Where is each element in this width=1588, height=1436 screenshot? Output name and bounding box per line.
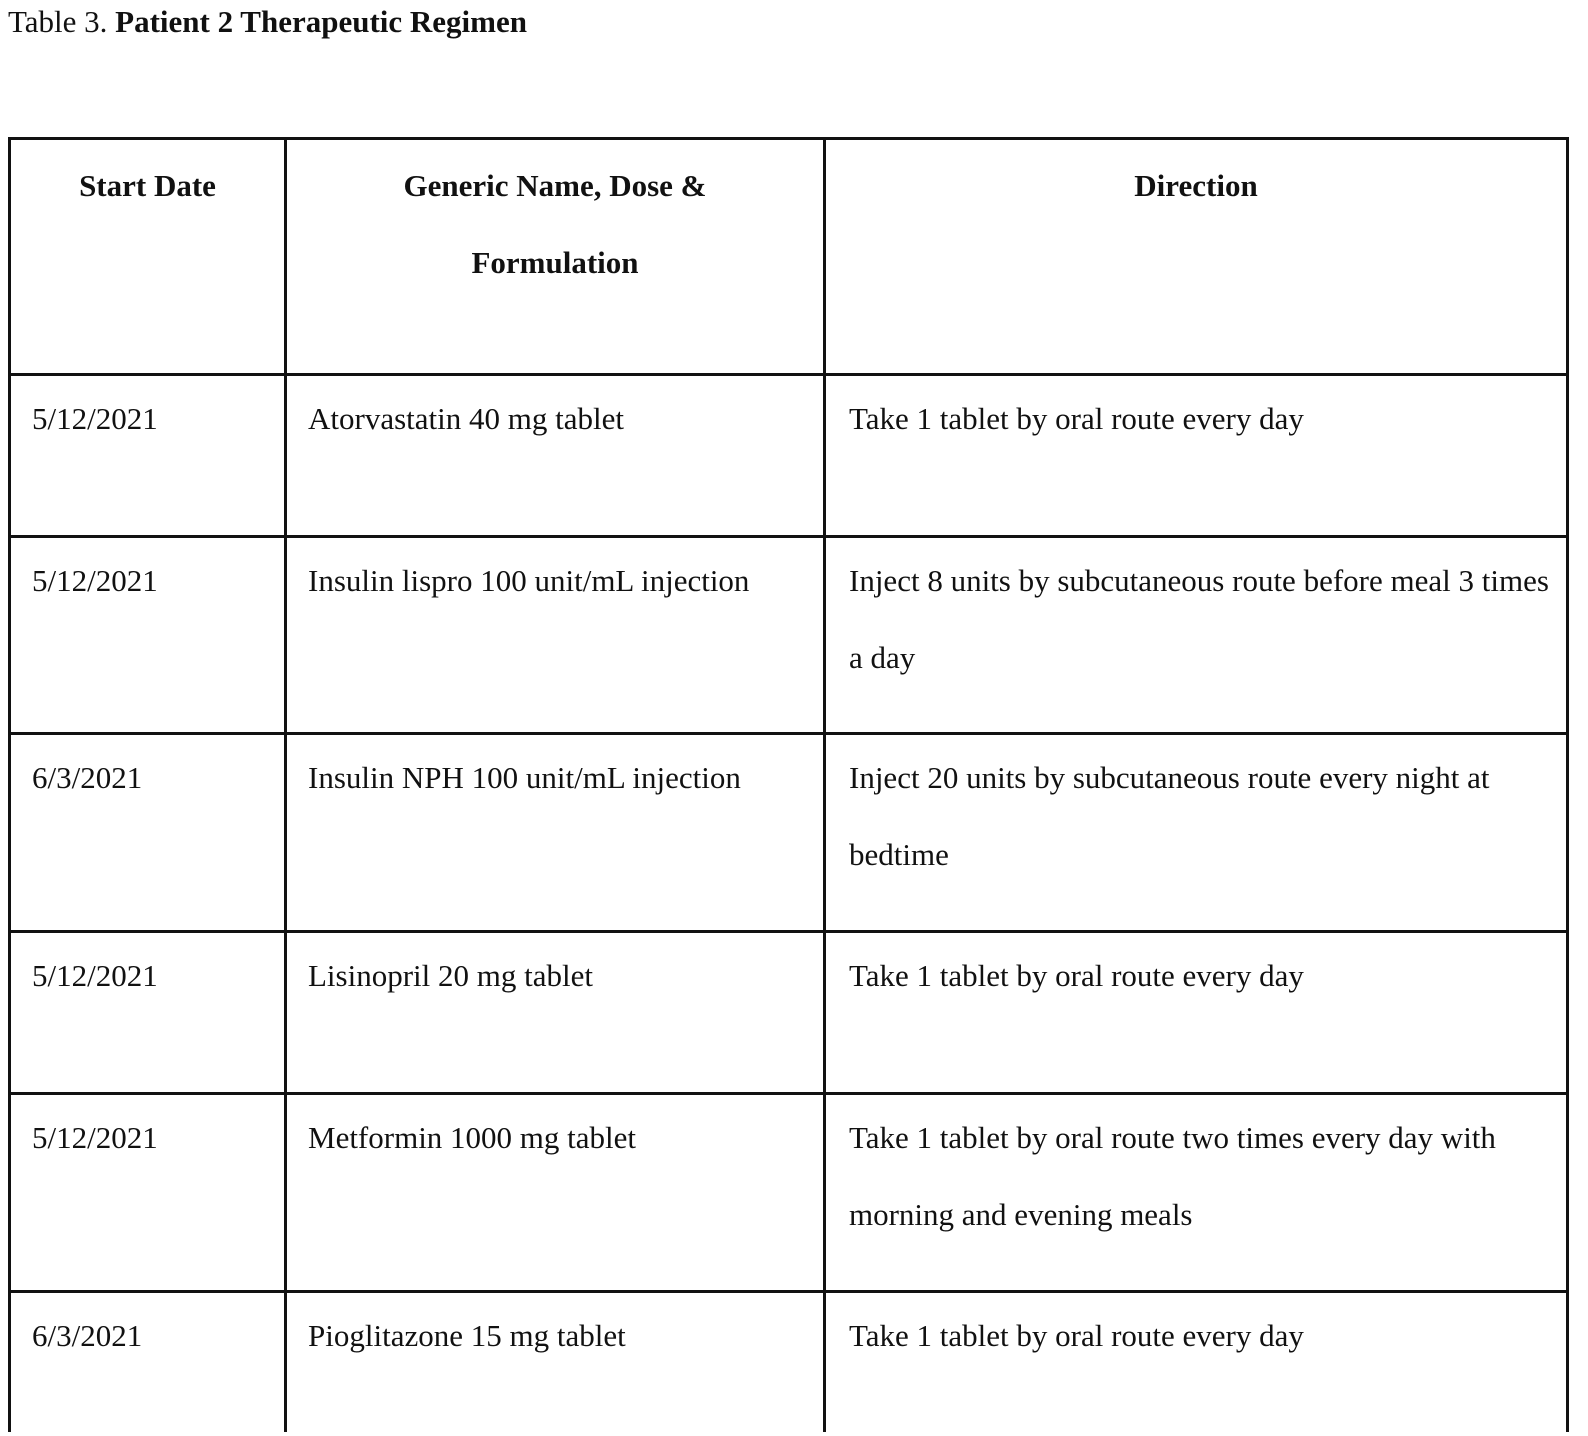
table-row: [10, 375, 1568, 537]
cell-direction: Take 1 tablet by oral route two times every day with morning and evening meals: [825, 1094, 1568, 1292]
cell-direction: Take 1 tablet by oral route every day: [825, 375, 1568, 537]
table-row: [10, 1094, 1568, 1292]
cell-medication: Lisinopril 20 mg tablet: [286, 932, 825, 1094]
table-header-row: [10, 139, 1568, 375]
cell-medication: Atorvastatin 40 mg tablet: [286, 375, 825, 537]
cell-medication: Metformin 1000 mg tablet: [286, 1094, 825, 1292]
cell-start-date: 6/3/2021: [10, 1292, 286, 1432]
table-row: [10, 734, 1568, 932]
cell-start-date: 5/12/2021: [10, 932, 286, 1094]
table-row: [10, 932, 1568, 1094]
cell-direction: Inject 8 units by subcutaneous route before meal 3 times a day: [825, 537, 1568, 734]
cell-start-date: 6/3/2021: [10, 734, 286, 932]
table-row: [10, 537, 1568, 734]
therapeutic-regimen-table: [8, 137, 1569, 1432]
caption-title: Patient 2 Therapeutic Regimen: [115, 4, 527, 39]
header-generic-name-line2: Formulation: [471, 245, 639, 280]
cell-medication: Insulin lispro 100 unit/mL injection: [286, 537, 825, 734]
cell-direction: Inject 20 units by subcutaneous route every night at bedtime: [825, 734, 1568, 932]
cell-start-date: 5/12/2021: [10, 375, 286, 537]
cell-start-date: 5/12/2021: [10, 537, 286, 734]
cell-direction: Take 1 tablet by oral route every day: [825, 1292, 1568, 1432]
header-start-date: Start Date: [10, 139, 286, 375]
header-direction: Direction: [825, 139, 1568, 375]
header-generic-name-line1: Generic Name, Dose &: [403, 168, 707, 203]
cell-direction: Take 1 tablet by oral route every day: [825, 932, 1568, 1094]
table-caption: [8, 2, 527, 42]
caption-prefix: Table 3.: [8, 4, 108, 39]
cell-start-date: 5/12/2021: [10, 1094, 286, 1292]
cell-medication: Insulin NPH 100 unit/mL injection: [286, 734, 825, 932]
header-generic-name: [286, 139, 825, 375]
cell-medication: Pioglitazone 15 mg tablet: [286, 1292, 825, 1432]
table-row: [10, 1292, 1568, 1432]
